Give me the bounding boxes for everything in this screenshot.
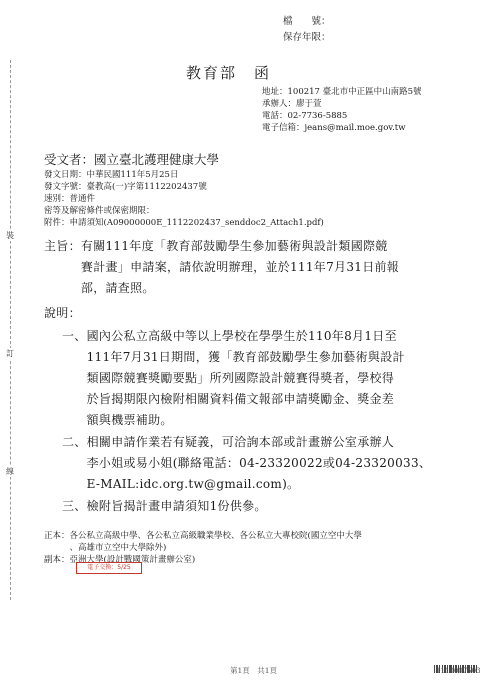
main-recipients-line: 正本：各公私立高級中學、各公私立高級職業學校、各公私立大專校院(國立空中大學 bbox=[44, 531, 362, 541]
retention-period-label: 保存年限： bbox=[283, 32, 331, 43]
explanation-line: 一、國內公私立高級中等以上學校在學學生於110年8月1日至 bbox=[62, 329, 397, 343]
subject-line: 賽計畫」申請案，請依說明辦理，並於111年7月31日前報 bbox=[44, 260, 400, 274]
sender-email: 電子信箱：jeans@mail.moe.gov.tw bbox=[262, 123, 406, 133]
recipient: 受文者：國立臺北護理健康大學 bbox=[44, 152, 220, 167]
explanation-heading: 說明： bbox=[44, 306, 81, 320]
explanation-line: 於旨揭期限內檢附相關資料備文報部申請獎勵金、獎金差 bbox=[62, 392, 395, 406]
explanation-line: 111年7月31日期間，獲「教育部鼓勵學生參加藝術與設計 bbox=[62, 350, 405, 364]
explanation-line: 額與機票補助。 bbox=[62, 413, 173, 427]
speed-class: 速別：普通件 bbox=[44, 194, 96, 204]
page-number: 第1頁 共1頁 bbox=[230, 666, 278, 675]
binding-mark-1: 裝 bbox=[6, 231, 14, 240]
document-serial: 1110007503 bbox=[436, 667, 481, 675]
explanation-line: 李小姐或易小姐(聯絡電話：04-23320022或04-23320033、 bbox=[62, 456, 432, 470]
exchange-stamp: 電子交換：5/25 bbox=[76, 562, 142, 574]
attachment: 附件：申請須知(A09000000E_1112202437_senddoc2_Attach1.pdf) bbox=[44, 218, 324, 228]
explanation-item-1 bbox=[62, 326, 405, 431]
explanation-line: 二、相關申請作業若有疑義，可洽詢本部或計畫辦公室承辦人 bbox=[62, 435, 395, 449]
binding-mark-2: 訂 bbox=[6, 349, 14, 358]
secrecy-class: 密等及解密條件或保密期限： bbox=[44, 206, 155, 216]
main-recipients-line: 、高雄市立空中大學除外) bbox=[44, 543, 167, 553]
explanation-line: 類國際競賽獎勵要點」所列國際設計競賽得獎者，學校得 bbox=[62, 371, 395, 385]
binding-line bbox=[10, 60, 11, 600]
explanation-item-2 bbox=[62, 432, 431, 495]
subject bbox=[44, 236, 399, 299]
subject-line: 部，請查照。 bbox=[44, 281, 155, 295]
explanation-line: E-MAIL:idc.org.tw@gmail.com)。 bbox=[62, 477, 300, 491]
document-title: 教育部 函 bbox=[186, 64, 272, 82]
binding-mark-3: 線 bbox=[6, 467, 14, 476]
issue-date: 發文日期：中華民國111年5月25日 bbox=[44, 170, 179, 180]
file-number-label: 檔 號： bbox=[283, 16, 331, 27]
sender-phone: 電話：02-7736-5885 bbox=[262, 111, 348, 121]
sender-address: 地址：100217 臺北市中正區中山南路5號 bbox=[262, 87, 422, 97]
issue-number: 發文字號：臺教高(一)字第1112202437號 bbox=[44, 182, 207, 192]
copy-recipients: 副本：亞洲大學(設計戰國策計畫辦公室) bbox=[44, 555, 196, 565]
explanation-item-3: 三、檢附旨揭計畫申請須知1份供參。 bbox=[62, 499, 267, 513]
sender-contact: 承辦人：廖于萱 bbox=[262, 99, 322, 109]
subject-line: 主旨：有關111年度「教育部鼓勵學生參加藝術與設計類國際競 bbox=[44, 239, 388, 253]
